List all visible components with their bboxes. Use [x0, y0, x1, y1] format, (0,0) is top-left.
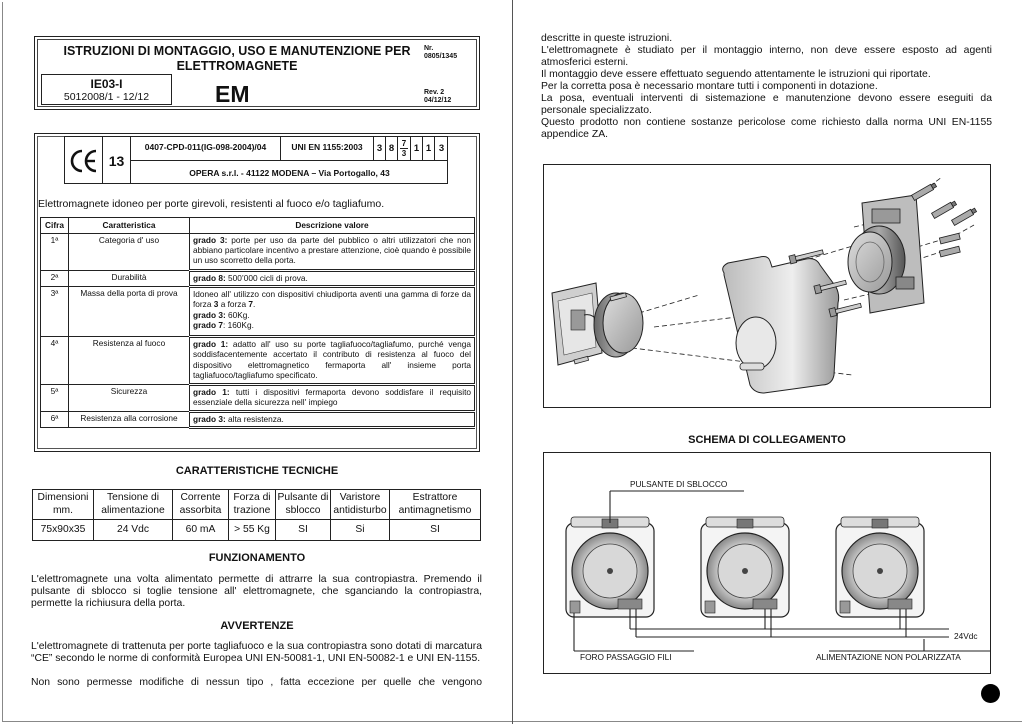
tech-value-tensione: 24 Vdc: [94, 520, 173, 541]
rev-label: Rev. 2: [424, 89, 445, 96]
title-block: [34, 36, 480, 110]
digit-3: [398, 137, 411, 161]
tech-table: [32, 489, 481, 541]
descrizione-cell: grado 1: tutti i dispositivi fermaporta devono soddisfare il requisito essenziale della sicurezza nell' impiego: [190, 385, 475, 412]
counter-plate-drawing: [552, 283, 643, 365]
classification-table: [40, 217, 475, 429]
caratteristica-cell: Sicurezza: [69, 385, 190, 412]
cifra-cell: 6ª: [41, 412, 69, 428]
right-text-3: Il montaggio deve essere effettuato seguendo attentamente le istruzioni qui riportate.: [541, 69, 931, 80]
table-row: [41, 412, 475, 428]
tech-value-estrattore: SI: [390, 520, 481, 541]
page-edge-left: [2, 2, 3, 722]
caratteristica-cell: Categoria d' uso: [69, 234, 190, 271]
tech-value-dimensioni: 75x90x35: [33, 520, 94, 541]
ce-certification-box: [64, 136, 448, 184]
intro-text: Elettromagnete idoneo per porte girevoli, resistenti al fuoco e/o tagliafumo.: [38, 198, 385, 210]
certificate-code: 0407-CPD-011(IG-098-2004)/04: [131, 137, 281, 161]
exploded-view-illustration: [544, 165, 990, 407]
tech-header-varistore: Varistore antidisturbo: [331, 490, 390, 520]
tech-value-corrente: 60 mA: [173, 520, 229, 541]
document-title: ISTRUZIONI DI MONTAGGIO, USO E MANUTENZIONE PER ELETTROMAGNETE: [63, 44, 411, 73]
table-row: [41, 271, 475, 287]
voltage-label: 24Vdc: [954, 631, 978, 641]
power-supply-label: ALIMENTAZIONE NON POLARIZZATA: [816, 652, 961, 662]
tech-header-pulsante: Pulsante di sblocco: [276, 490, 331, 520]
caratteristica-cell: Durabilità: [69, 271, 190, 287]
digit-2: 8: [386, 137, 398, 161]
page-divider: [512, 0, 513, 724]
avvertenze-text: L'elettromagnete di trattenuta per porte tagliafuoco e la sua contropiastra sono dotati di marcatura “CE” secondo le norme di conformità Europea UNI EN-50081-1, UNI EN-50082-1 e UNI EN-1155.: [31, 641, 482, 664]
tech-header-tensione: Tensione di alimentazione: [94, 490, 173, 520]
right-text-4: Per la corretta posa è necessario montare tutti i componenti in dotazione.: [541, 81, 878, 92]
rev-date: 04/12/12: [424, 97, 452, 104]
ce-mark-icon: [69, 148, 99, 174]
electromagnet-drawing: [848, 195, 924, 313]
digit-6: 3: [435, 137, 448, 161]
cifra-cell: 2ª: [41, 271, 69, 287]
right-text-2: L'elettromagnete è studiato per il montaggio interno, non deve essere esposto ad agenti atmosferici esterni.: [541, 45, 992, 68]
col-caratteristica: Caratteristica: [69, 218, 190, 234]
digit-5: 1: [423, 137, 435, 161]
descrizione-cell: grado 3: alta resistenza.: [190, 412, 475, 428]
unlock-button-label: PULSANTE DI SBLOCCO: [630, 479, 728, 489]
table-row: [41, 337, 475, 385]
exploded-view-frame: [543, 164, 991, 408]
col-descrizione: Descrizione valore: [190, 218, 475, 234]
cifra-cell: 1ª: [41, 234, 69, 271]
tech-value-forza: > 55 Kg: [229, 520, 276, 541]
nr-value: 0805/1345: [424, 53, 458, 60]
funzionamento-text: L'elettromagnete una volta alimentato permette di attrarre la sua contropiastra. Premendo il pulsante di sblocco si toglie tensione all' elettromagnete, che sganciando la contropiastra, permette la richiusura della porta.: [31, 574, 482, 609]
descrizione-cell: grado 3: porte per uso da parte del pubblico o altri utilizzatori che non abbiano particolare incentivo a prestare attenzione, cioè quando è possibile un uso scorretto della porta.: [190, 234, 475, 271]
manufacturer: OPERA s.r.l. - 41122 MODENA – Via Portogallo, 43: [189, 167, 390, 178]
tech-value-pulsante: SI: [276, 520, 331, 541]
product-code: EM: [215, 81, 250, 107]
digit-1: 3: [374, 137, 386, 161]
caratteristica-cell: Massa della porta di prova: [69, 287, 190, 337]
page-marker-dot: [981, 684, 1000, 703]
notified-number: 13: [103, 137, 131, 184]
right-text-5: La posa, eventuali interventi di sistemazione e manutenzione devono essere eseguiti da personale specializzato.: [541, 93, 992, 116]
funzionamento-heading: FUNZIONAMENTO: [208, 552, 306, 564]
col-cifra: Cifra: [41, 218, 69, 234]
cifra-cell: 4ª: [41, 337, 69, 385]
tech-heading: CARATTERISTICHE TECNICHE: [175, 465, 339, 477]
right-text-1: descritte in queste istruzioni.: [541, 33, 673, 44]
tech-header-corrente: Corrente assorbita: [173, 490, 229, 520]
digit-3-sub: 3: [401, 149, 407, 158]
tech-header-estrattore: Estrattore antimagnetismo: [390, 490, 481, 520]
cifra-cell: 3ª: [41, 287, 69, 337]
electromagnet-unit-drawing: [566, 517, 654, 617]
caratteristica-cell: Resistenza alla corrosione: [69, 412, 190, 428]
descrizione-cell: Idoneo all' utilizzo con dispositivi chiudiporta aventi una gamma di forze da forza 3 a forza 7. grado 3: 60Kg. grado 7: 160Kg.: [190, 287, 475, 337]
doc-ref: 5012008/1 - 12/12: [63, 91, 150, 103]
nr-label: Nr.: [424, 45, 434, 52]
wiring-heading: SCHEMA DI COLLEGAMENTO: [688, 434, 846, 446]
tech-header-dimensioni: Dimensioni mm.: [33, 490, 94, 520]
table-row: [41, 234, 475, 271]
descrizione-cell: grado 1: adatto all' uso su porte tagliafuoco/tagliafumo, purché venga soddisfacentemente accertato il contributo di resistenza al fuoco del dispositivo elettromagnetico fermaporta all' insieme porta tagliafuoco/tagliafumo specificato.: [190, 337, 475, 385]
wire-hole-label: FORO PASSAGGIO FILI: [580, 652, 672, 662]
avvertenze-heading: AVVERTENZE: [220, 620, 294, 632]
cifra-cell: 5ª: [41, 385, 69, 412]
cover-drawing: [723, 257, 839, 394]
descrizione-cell: grado 8: 500’000 cicli di prova.: [190, 271, 475, 287]
wiring-diagram-frame: [543, 452, 991, 674]
tech-header-forza: Forza di trazione: [229, 490, 276, 520]
digit-3-top: 7: [401, 139, 407, 148]
table-row: [41, 385, 475, 412]
caratteristica-cell: Resistenza al fuoco: [69, 337, 190, 385]
tech-value-varistore: Si: [331, 520, 390, 541]
standard-code: UNI EN 1155:2003: [281, 137, 374, 161]
doc-code-box: [41, 74, 172, 105]
doc-code: IE03-I: [90, 77, 123, 91]
table-row: [41, 287, 475, 337]
digit-4: 1: [411, 137, 423, 161]
right-text-6: Questo prodotto non contiene sostanze pericolose come richiesto dalla norma UNI EN-1155 appendice ZA.: [541, 117, 992, 140]
avvertenze-text-2: Non sono permesse modifiche di nessun tipo , fatta eccezione per quelle che vengono: [31, 677, 482, 688]
wiring-diagram: [544, 453, 990, 673]
